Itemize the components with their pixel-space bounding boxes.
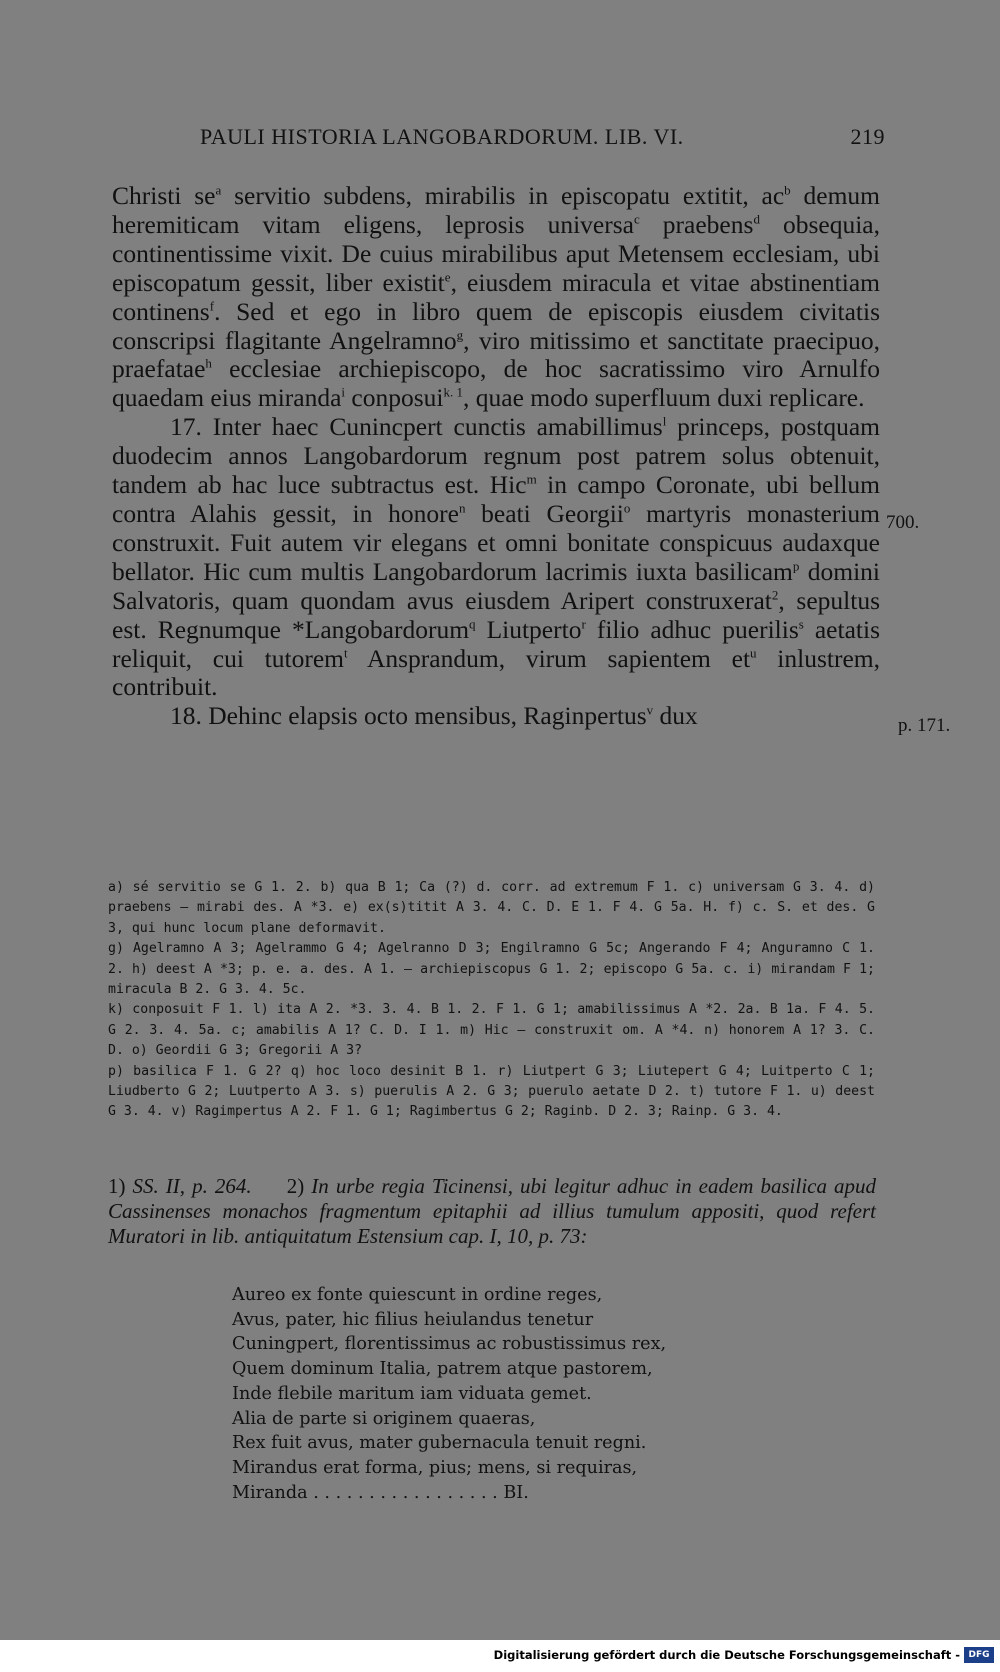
- page-number: 219: [850, 124, 885, 149]
- apparatus-entry: a) sé servitio se G 1. 2. b) qua B 1; Ca (?) d. corr. ad extremum F 1. c) universam G 3. 4. d) praebens — mirabi des. A *3. e) ex(s)titit A 3. 4. C. D. E 1. F 4. G 5a. H. f) c. S. et des. G 3, qui hunc locum plane deformavit.: [108, 880, 875, 936]
- apparatus-entry: g) Agelramno A 3; Agelrammo G 4; Agelranno D 3; Engilramno G 5c; Angerando F 4; Anguramno C 1. 2. h) deest A *3; p. e. a. des. A 1. — archiepiscopus G 1. 2; episcopo G 5a. c. i) mirandam F 1; miracula B 2. G 3. 4. 5c.: [108, 941, 875, 998]
- verse-line: Avus, pater, hic filius heiulandus tenetur: [232, 1309, 594, 1330]
- footnote-2-text: In urbe regia Ticinensi, ubi legitur adhuc in eadem basilica apud Cassinenses monachos fragmentum epitaphii ad illius tumulum appositi, quod refert Muratori in lib. antiquitatum Estensium cap. I, 10, p. 73:: [108, 1174, 876, 1248]
- verse-line: Rex fuit avus, mater gubernacula tenuit regni.: [232, 1433, 647, 1454]
- critical-apparatus: [108, 878, 875, 1123]
- digitization-credit: Digitalisierung gefördert durch die Deutsche Forschungsgemeinschaft -: [493, 1648, 960, 1662]
- verse-line: Miranda . . . . . . . . . . . . . . . . . BI.: [232, 1482, 529, 1503]
- margin-page-ref: p. 171.: [898, 715, 951, 736]
- paragraph-16-end: Christi $se^a$ servitio subdens, mirabilis in episcopatu extitit, $ac^b$ demum heremiticam vitam eligens, leprosis universa$^c$ praebens$^d$ obsequia, continentissime vixit. De cuius mirabilibus aput Metensem ecclesiam, ubi episcopatum gessit, liber existit$^e$, eiusdem miracula et vitae abstinentiam continens$^f$. Sed et ego in libro quem de episcopis eiusdem civitatis conscripsi flagitante Angelramno$^g$, viro mitissimo et sanctitate praecipuo, praefatae$^h$ ecclesiae archiepiscopo, de hoc sacratissimo viro Arnulfo quaedam eius miranda$^i$ conposui$^{k. 1}$, quae modo superfluum duxi replicare.: [112, 181, 880, 413]
- footnote-1-label: 1): [108, 1174, 126, 1198]
- apparatus-entry: p) basilica F 1. G 2? q) hoc loco desinit B 1. r) Liutpert G 3; Liutepert G 4; Luitperto C 1; Liudberto G 2; Luutperto A 3. s) puerulis A 2. G 3; puerulo aetate D 2. t) tutore F 1. u) deest G 3. 4. v) Ragimpertus A 2. F 1. G 1; Ragimbertus G 2; Raginb. D 2. 3; Rainp. G 3. 4.: [108, 1063, 875, 1120]
- main-text: [112, 182, 880, 731]
- footnote-2-label: 2): [286, 1174, 305, 1198]
- verse-line: Alia de parte si originem quaeras,: [232, 1408, 536, 1429]
- running-title: PAULI HISTORIA LANGOBARDORUM. LIB. VI.: [200, 124, 684, 149]
- footer-bar: [0, 1640, 1000, 1672]
- epitaph-verses: [232, 1283, 792, 1505]
- footnote-1-text: SS. II, p. 264.: [132, 1174, 252, 1198]
- paragraph-18: 18. Dehinc elapsis octo mensibus, Raginpertus$^v$ dux: [170, 701, 698, 731]
- verse-line: Quem dominum Italia, patrem atque pastorem,: [232, 1359, 653, 1380]
- verse-line: Mirandus erat forma, pius; mens, si requiras,: [232, 1457, 638, 1478]
- footnotes: [108, 1174, 876, 1249]
- apparatus-entry: k) conposuit F 1. l) ita A 2. *3. 3. 4. B 1. 2. F 1. G 1; amabilissimus A *2. 2a. B 1a. F 4. 5. G 2. 3. 4. 5a. c; amabilis A 1? C. D. I 1. m) Hic — construxit om. A *4. n) honorem A 1? 3. C. D. o) Geordii G 3; Gregorii A 3?: [108, 1002, 875, 1059]
- verse-line: Inde flebile maritum iam viduata gemet.: [232, 1383, 592, 1404]
- paragraph-17: 17. Inter haec Cunincpert cunctis amabillimus$^l$ princeps, postquam duodecim annos Langobardorum regnum post patrem solus obtenuit, tandem ab hac luce subtractus est. Hic$^m$ in campo Coronate, ubi bellum contra Alahis gessit, in honore$^n$ beati Georgii$^o$ martyris monasterium construxit. Fuit autem vir elegans et omni bonitate conspicuus audaxque bellator. Hic cum multis Langobardorum lacrimis iuxta basilicam$^p$ domini Salvatoris, quam quondam avus eiusdem Aripert construxerat$^2$, sepultus est. Regnumque *Langobardorum$^q$ Liutperto$^r$ filio adhuc puerilis$^s$ aetatis reliquit, cui tutorem$^t$ Ansprandum, virum sapientem $et^u$ inlustrem, contribuit.: [112, 412, 880, 702]
- margin-year: 700.: [886, 512, 920, 533]
- verse-line: Cuningpert, florentissimus ac robustissimus rex,: [232, 1334, 667, 1355]
- dfg-logo: DFG: [964, 1647, 994, 1663]
- verse-line: Aureo ex fonte quiescunt in ordine reges,: [232, 1285, 603, 1305]
